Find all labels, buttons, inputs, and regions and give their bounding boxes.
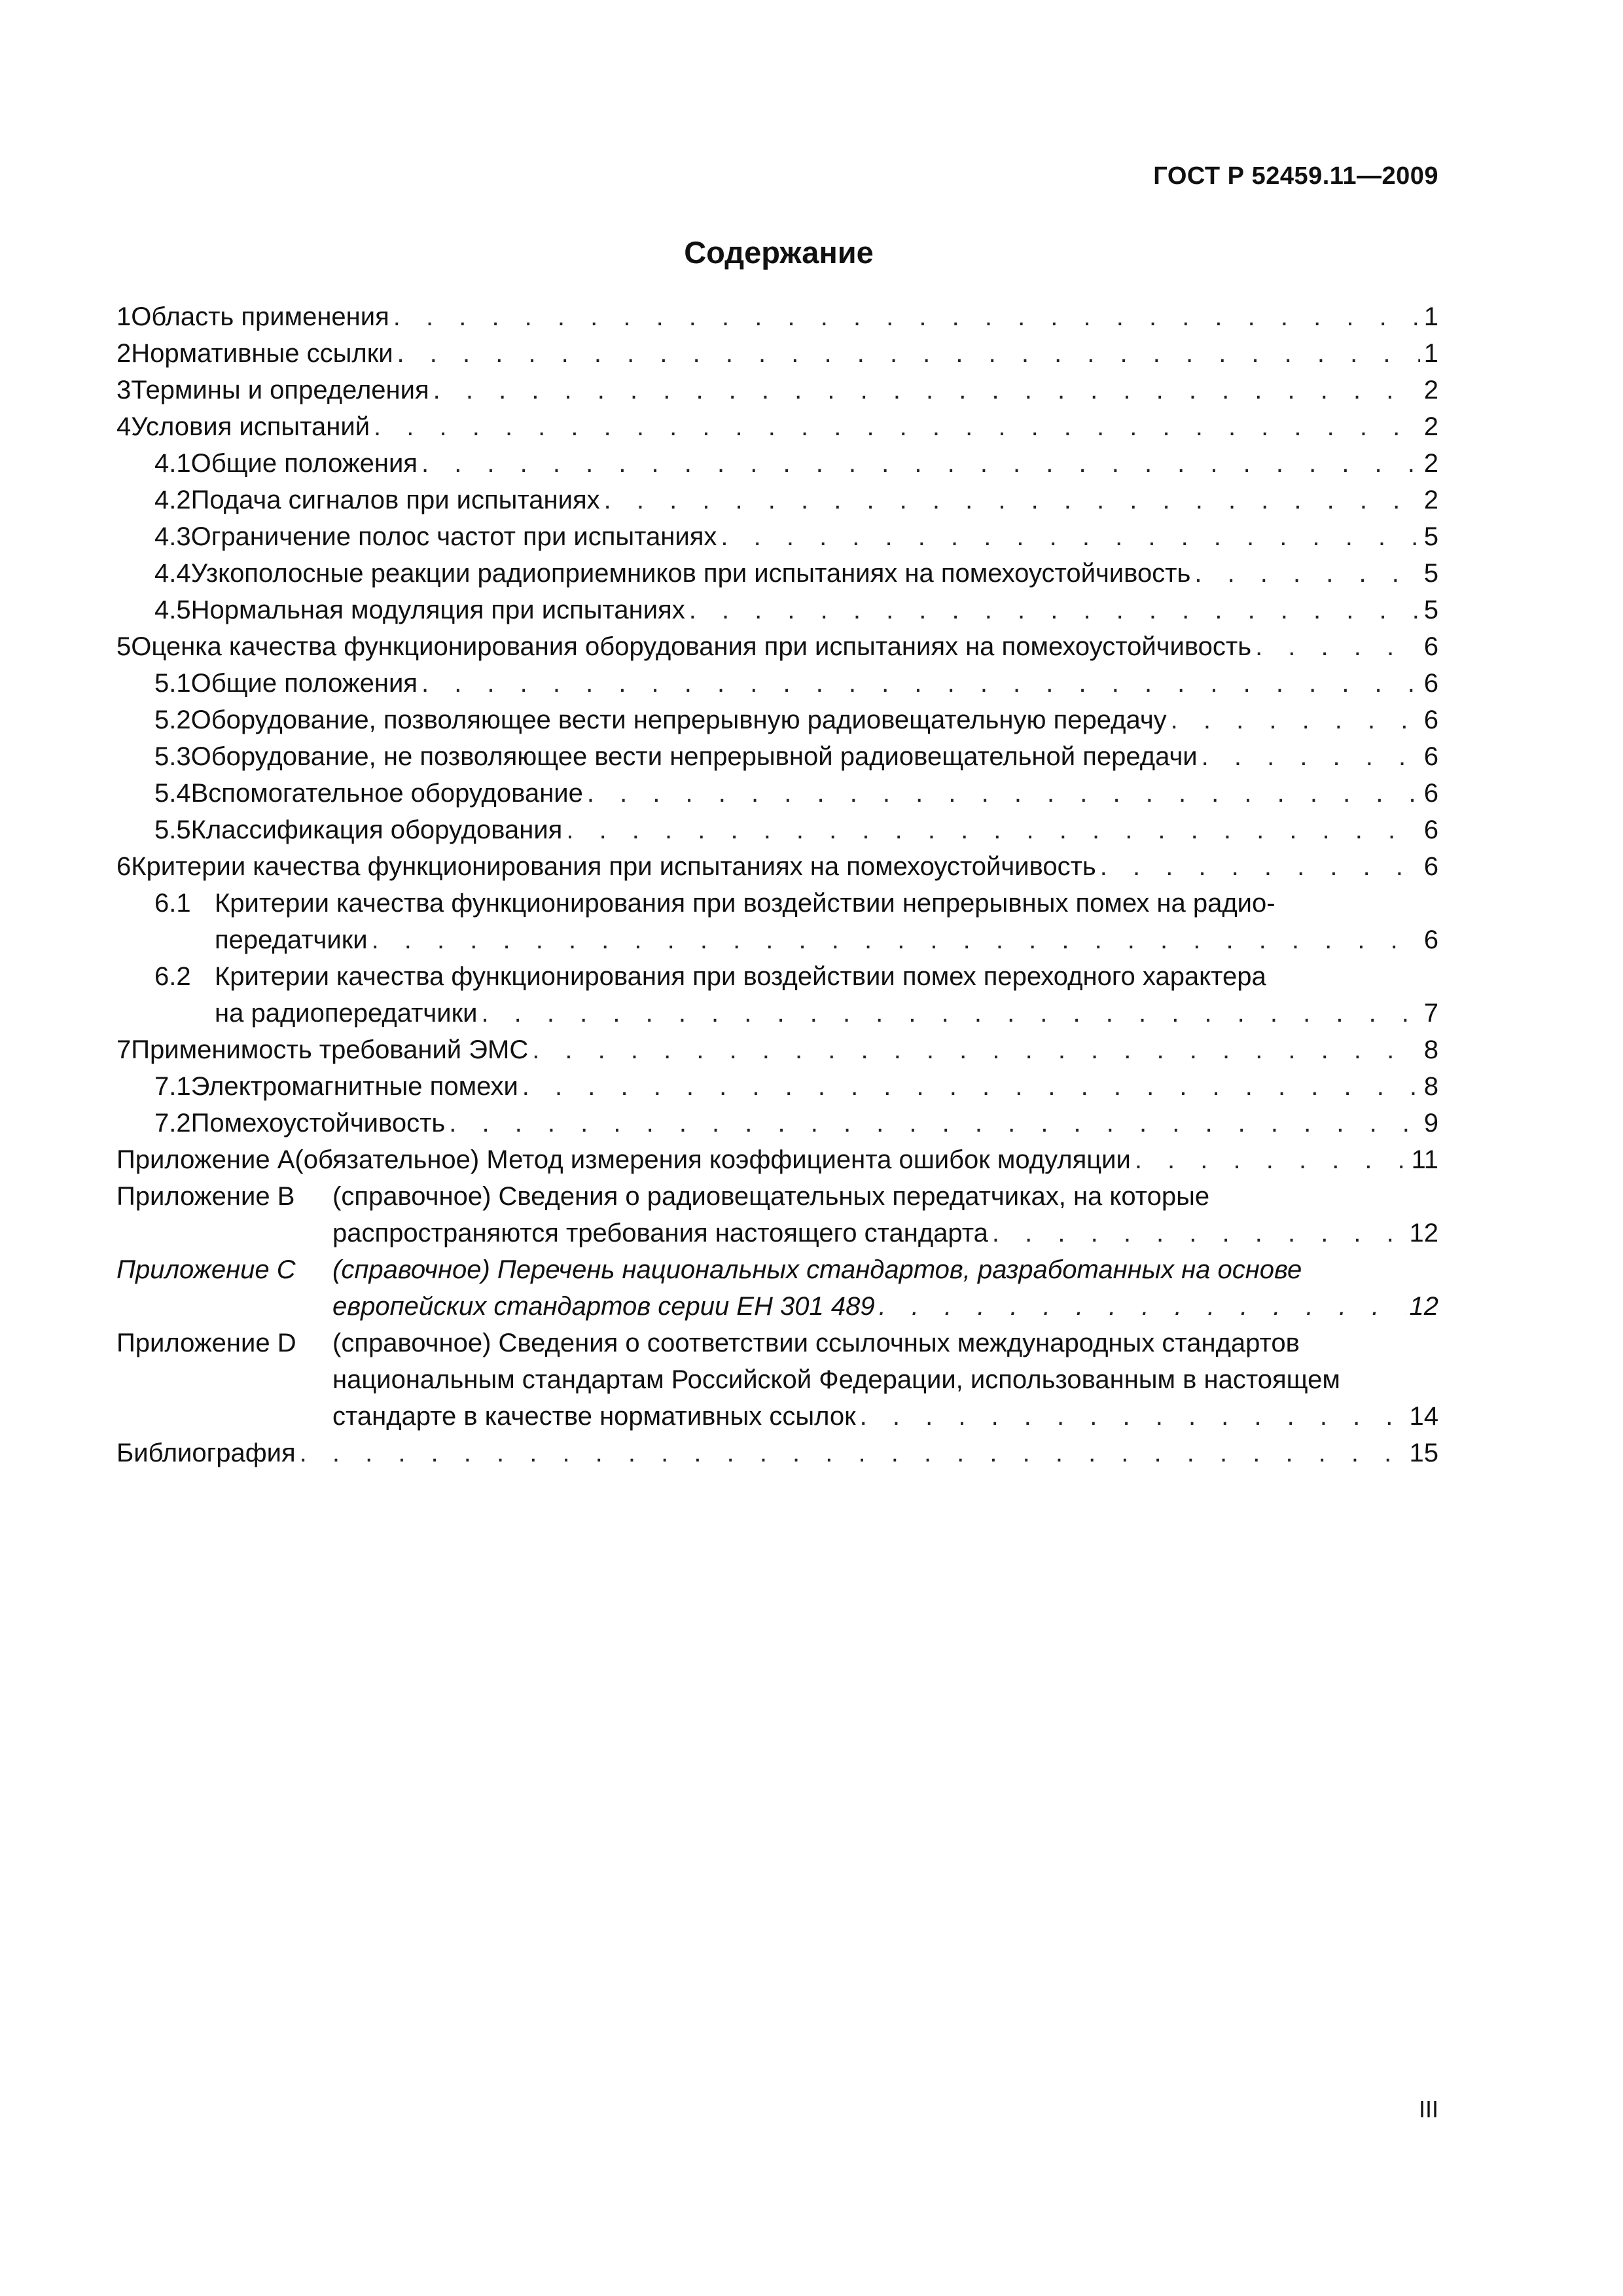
leader-dots (421, 665, 1420, 702)
document-code: ГОСТ Р 52459.11—2009 (1153, 162, 1438, 190)
leader-dots (300, 1435, 1406, 1471)
toc-label: Оценка качества функционирования оборудования при испытаниях на помехоустойчивость (131, 632, 1252, 661)
toc-label: Классификация оборудования (190, 816, 563, 844)
appendix-id: Приложение А (116, 1145, 295, 1174)
toc-number: 6 (116, 852, 132, 881)
toc-label: Применимость требований ЭМС (131, 1035, 529, 1064)
toc-label: Электромагнитные помехи (190, 1072, 518, 1101)
leader-dots (1255, 628, 1420, 665)
appendix-id: Приложение С (116, 1255, 296, 1284)
leader-dots (1100, 848, 1420, 885)
leader-dots (860, 1398, 1406, 1435)
toc-page: 2 (1423, 412, 1438, 441)
leader-dots (374, 408, 1420, 445)
toc-label: Общие положения (190, 449, 418, 478)
toc-page: 8 (1423, 1072, 1438, 1101)
toc-number: 7.1 (154, 1072, 191, 1101)
toc-entry-4-4[interactable] (154, 555, 1438, 592)
toc-page: 5 (1423, 596, 1438, 624)
toc-entry-4-2[interactable] (154, 482, 1438, 518)
appendix-id: Приложение В (116, 1182, 295, 1211)
toc-number: 5.1 (154, 669, 191, 698)
toc-page: 6 (1423, 925, 1438, 954)
toc-appendix-b[interactable] (116, 1178, 1438, 1251)
leader-dots (481, 995, 1419, 1031)
toc-page: 6 (1423, 852, 1438, 881)
toc-entry-5-4[interactable] (154, 775, 1438, 812)
leader-dots (992, 1215, 1406, 1251)
toc-label: Общие положения (190, 669, 418, 698)
toc-page: 11 (1411, 1145, 1438, 1174)
toc-number: 4.3 (154, 522, 191, 551)
toc-page: 6 (1423, 816, 1438, 844)
leader-dots (372, 922, 1420, 958)
toc-label: Термины и определения (131, 376, 429, 404)
toc-page: 5 (1423, 559, 1438, 588)
toc-entry-7[interactable] (116, 1031, 1438, 1068)
appendix-title: (обязательное) Метод измерения коэффициента ошибок модуляции (294, 1145, 1131, 1174)
toc-page: 9 (1423, 1109, 1438, 1138)
toc-number: 2 (116, 339, 132, 368)
toc-entry-2[interactable] (116, 335, 1438, 372)
leader-dots (566, 812, 1419, 848)
toc-page: 2 (1423, 376, 1438, 404)
toc-entry-3[interactable] (116, 372, 1438, 408)
appendix-title: (справочное) Сведения о соответствии ссылочных международных стандартов (332, 1329, 1300, 1357)
toc-label-continued: передатчики (215, 925, 368, 954)
toc-number: 7.2 (154, 1109, 191, 1138)
toc-page: 7 (1423, 999, 1438, 1028)
toc-number: 5.2 (154, 706, 191, 734)
toc-label: Критерии качества функционирования при воздействии непрерывных помех на радио- (215, 889, 1275, 918)
toc-appendix-a[interactable] (116, 1141, 1438, 1178)
toc-page: 6 (1423, 779, 1438, 808)
toc-label: Область применения (131, 302, 389, 331)
toc-label: Оборудование, не позволяющее вести непрерывной радиовещательной передачи (190, 742, 1198, 771)
toc-title: Содержание (684, 235, 874, 270)
leader-dots (393, 298, 1420, 335)
leader-dots (449, 1105, 1420, 1141)
appendix-title: (справочное) Перечень национальных стандартов, разработанных на основе (332, 1255, 1302, 1284)
toc-page: 8 (1423, 1035, 1438, 1064)
leader-dots (1135, 1141, 1408, 1178)
toc-label: Подача сигналов при испытаниях (190, 486, 600, 514)
toc-number: 1 (116, 302, 132, 331)
appendix-title-continued: распространяются требования настоящего стандарта (332, 1219, 988, 1247)
toc-entry-7-2[interactable] (154, 1105, 1438, 1141)
toc-number: 5 (116, 632, 132, 661)
toc-number: 5.5 (154, 816, 191, 844)
toc-label: Нормативные ссылки (131, 339, 393, 368)
leader-dots (1171, 702, 1420, 738)
toc-number: 6.2 (154, 962, 191, 991)
toc-label: Критерии качества функционирования при испытаниях на помехоустойчивость (131, 852, 1096, 881)
toc-appendix-d[interactable] (116, 1325, 1438, 1435)
leader-dots (721, 518, 1419, 555)
leader-dots (421, 445, 1420, 482)
toc-page: 2 (1423, 486, 1438, 514)
toc-entry-1[interactable] (116, 298, 1438, 335)
leader-dots (433, 372, 1420, 408)
toc-entry-6-2[interactable] (154, 958, 1438, 1031)
toc-number: 4 (116, 412, 132, 441)
leader-dots (1194, 555, 1419, 592)
toc-entry-7-1[interactable] (154, 1068, 1438, 1105)
toc-entry-4-5[interactable] (154, 592, 1438, 628)
toc-entry-5-1[interactable] (154, 665, 1438, 702)
toc-entry-4-3[interactable] (154, 518, 1438, 555)
appendix-title-continued: европейских стандартов серии ЕН 301 489 (332, 1292, 875, 1321)
toc-page: 1 (1423, 302, 1438, 331)
toc-page: 12 (1409, 1292, 1438, 1321)
toc-label: Узкополосные реакции радиоприемников при испытаниях на помехоустойчивость (190, 559, 1191, 588)
toc-page: 1 (1423, 339, 1438, 368)
toc-entry-5-5[interactable] (154, 812, 1438, 848)
appendix-title-continued: национальным стандартам Российской Федерации, использованным в настоящем (332, 1365, 1340, 1394)
leader-dots (587, 775, 1420, 812)
toc-label: Ограничение полос частот при испытаниях (190, 522, 717, 551)
leader-dots (879, 1288, 1406, 1325)
toc-label: Нормальная модуляция при испытаниях (190, 596, 685, 624)
toc-label-continued: на радиопередатчики (215, 999, 478, 1028)
page-number: III (1418, 2096, 1438, 2123)
leader-dots (397, 335, 1420, 372)
toc-page: 6 (1423, 632, 1438, 661)
toc-number: 6.1 (154, 889, 191, 918)
leader-dots (689, 592, 1420, 628)
toc-number: 5.4 (154, 779, 191, 808)
toc-label: Помехоустойчивость (190, 1109, 446, 1138)
toc-page: 12 (1409, 1219, 1438, 1247)
toc-entry-5-2[interactable] (154, 702, 1438, 738)
toc-number: 4.5 (154, 596, 191, 624)
toc-entry-5[interactable] (116, 628, 1438, 665)
toc-entry-5-3[interactable] (154, 738, 1438, 775)
toc-page: 14 (1409, 1402, 1438, 1431)
toc-number: 4.2 (154, 486, 191, 514)
table-of-contents (116, 298, 1438, 1471)
toc-number: 4.4 (154, 559, 191, 588)
toc-label: Библиография (116, 1439, 296, 1467)
toc-number: 5.3 (154, 742, 191, 771)
toc-number: 7 (116, 1035, 132, 1064)
toc-page: 6 (1423, 669, 1438, 698)
leader-dots (604, 482, 1420, 518)
toc-number: 4.1 (154, 449, 191, 478)
toc-page: 6 (1423, 706, 1438, 734)
toc-bibliography[interactable] (116, 1435, 1438, 1471)
toc-page: 5 (1423, 522, 1438, 551)
toc-label: Оборудование, позволяющее вести непрерывную радиовещательную передачу (190, 706, 1167, 734)
appendix-title-continued: стандарте в качестве нормативных ссылок (332, 1402, 856, 1431)
toc-entry-4-1[interactable] (154, 445, 1438, 482)
toc-entry-6-1[interactable] (154, 885, 1438, 958)
toc-page: 6 (1423, 742, 1438, 771)
toc-entry-4[interactable] (116, 408, 1438, 445)
leader-dots (532, 1031, 1420, 1068)
toc-label: Вспомогательное оборудование (190, 779, 583, 808)
toc-label: Критерии качества функционирования при воздействии помех переходного характера (215, 962, 1266, 991)
toc-label: Условия испытаний (131, 412, 370, 441)
toc-entry-6[interactable] (116, 848, 1438, 885)
toc-page: 15 (1409, 1439, 1438, 1467)
toc-appendix-c[interactable] (116, 1251, 1438, 1325)
toc-page: 2 (1423, 449, 1438, 478)
appendix-id: Приложение D (116, 1329, 296, 1357)
leader-dots (1202, 738, 1420, 775)
appendix-title: (справочное) Сведения о радиовещательных передатчиках, на которые (332, 1182, 1210, 1211)
toc-number: 3 (116, 376, 132, 404)
leader-dots (522, 1068, 1420, 1105)
